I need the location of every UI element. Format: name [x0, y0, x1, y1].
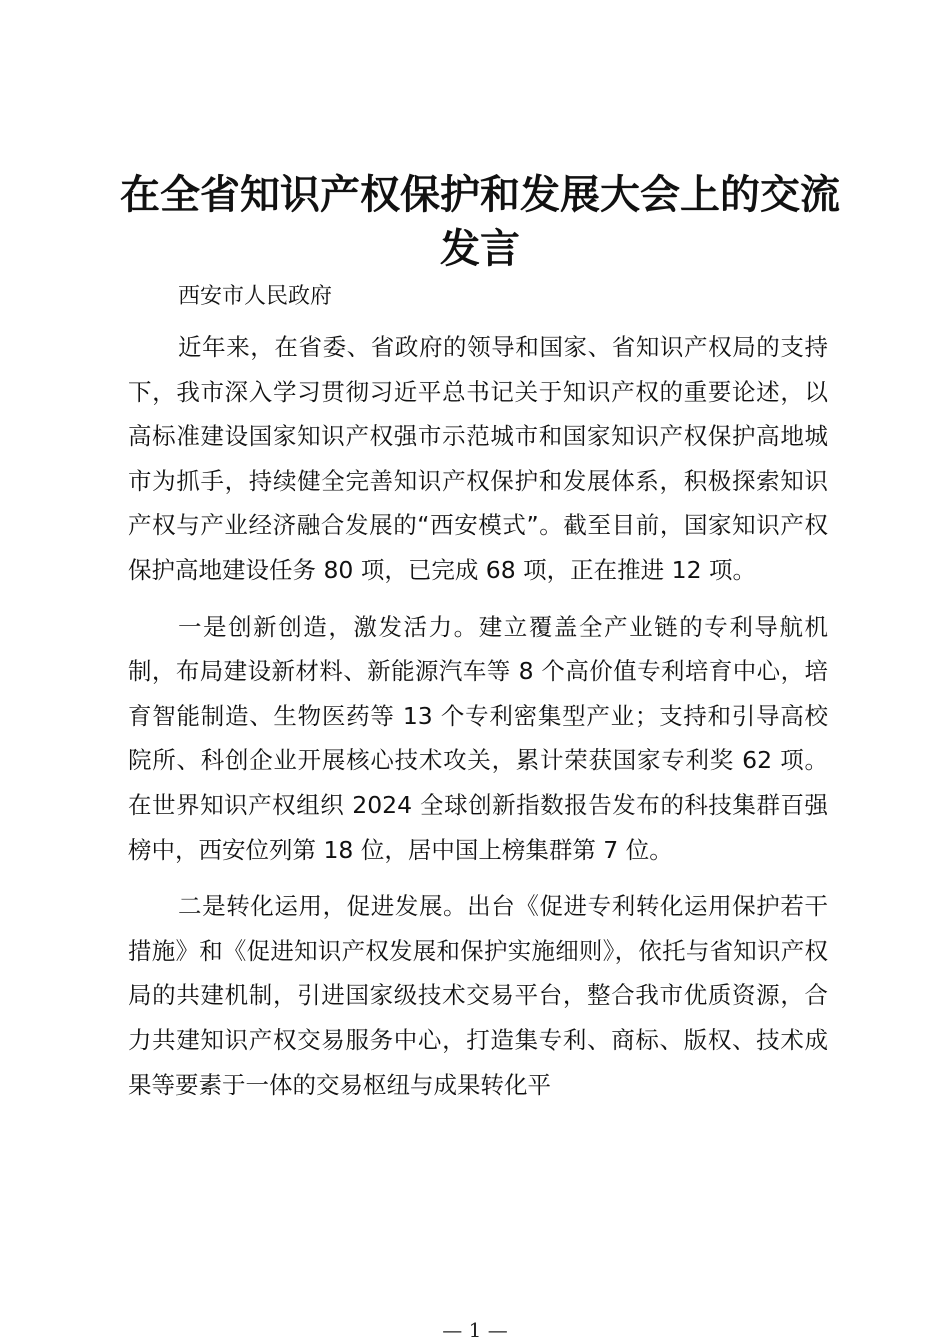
page-number: — 1 —	[442, 1318, 508, 1342]
paragraph-intro: 近年来，在省委、省政府的领导和国家、省知识产权局的支持下，我市深入学习贯彻习近平总书记关于知识产权的重要论述，以高标准建设国家知识产权强市示范城市和国家知识产权保护高地城市为抓手，持续健全完善知识产权保护和发展体系，积极探索知识产权与产业经济融合发展的“西安模式”。截至目前，国家知识产权保护高地建设任务 80 项，已完成 68 项，正在推进 12 项。	[128, 333, 828, 584]
document-title: 在全省知识产权保护和发展大会上的交流发言	[120, 171, 840, 272]
document-body	[128, 325, 828, 1119]
paragraph-innovation: 一是创新创造，激发活力。建立覆盖全产业链的专利导航机制，布局建设新材料、新能源汽车等 8 个高价值专利培育中心，培育智能制造、生物医药等 13 个专利密集型产业；支持和引导高校院所、科创企业开展核心技术攻关，累计荣获国家专利奖 62 项。在世界知识产权组织 2024 全球创新指数报告发布的科技集群百强榜中，西安位列第 18 位，居中国上榜集群第 7 位。	[128, 612, 828, 864]
paragraph-transformation: 二是转化运用，促进发展。出台《促进专利转化运用保护若干措施》和《促进知识产权发展和保护实施细则》，依托与省知识产权局的共建机制，引进国家级技术交易平台，整合我市优质资源，合力共建知识产权交易服务中心，打造集专利、商标、版权、技术成果等要素于一体的交易枢纽与成果转化平	[128, 892, 828, 1099]
author-line: 西安市人民政府	[178, 284, 333, 309]
